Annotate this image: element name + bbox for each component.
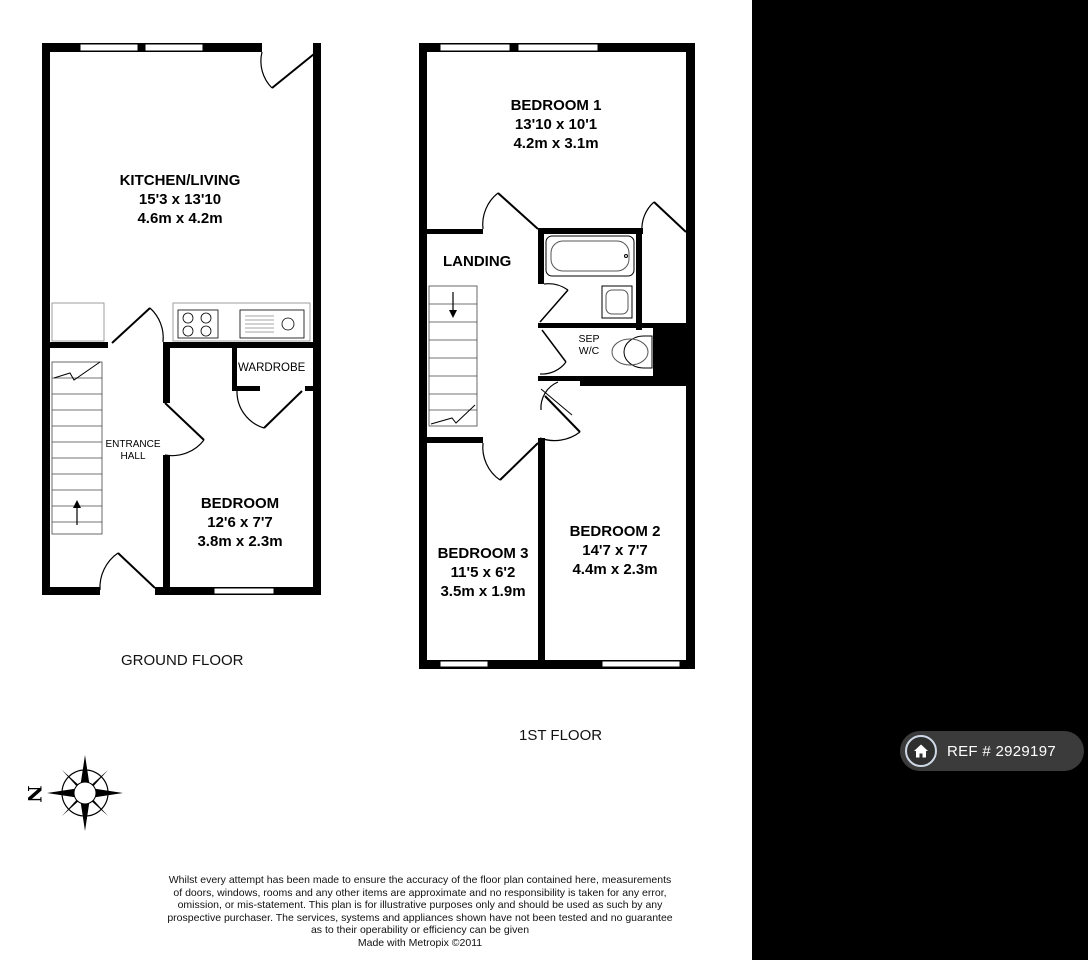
home-icon — [905, 735, 937, 767]
room-size-imperial: 12'6 x 7'7 — [207, 514, 273, 531]
label-line: ENTRANCE — [105, 439, 161, 450]
room-size-imperial: 11'5 x 6'2 — [450, 564, 516, 581]
room-name: KITCHEN/LIVING — [119, 172, 241, 189]
room-size-metric: 4.2m x 3.1m — [513, 135, 599, 152]
room-size-imperial: 13'10 x 10'1 — [514, 116, 598, 133]
label-line: SEP — [578, 333, 600, 345]
disclaimer-line: prospective purchaser. The services, systems and appliances shown have not been tested and no guarantee — [167, 911, 673, 924]
room-bedroom-2 — [545, 522, 685, 579]
disclaimer-line: of doors, windows, rooms and any other items are approximate and no responsibility is taken for any error, — [173, 886, 667, 899]
label-wardrobe: WARDROBE — [238, 362, 306, 374]
compass-north-label: N — [23, 785, 45, 803]
room-landing: LANDING — [443, 253, 512, 270]
room-bedroom — [170, 494, 310, 551]
ref-number: REF # 2929197 — [947, 742, 1056, 760]
room-size-metric: 4.4m x 2.3m — [572, 561, 658, 578]
room-name: BEDROOM — [200, 495, 280, 512]
first-floor-stairs — [429, 286, 477, 426]
disclaimer-line: Whilst every attempt has been made to ensure the accuracy of the floor plan contained here, measurements — [168, 874, 672, 886]
room-size-metric: 4.6m x 4.2m — [137, 210, 223, 227]
room-bedroom-1 — [486, 96, 626, 153]
kitchen-fittings — [52, 303, 310, 341]
ground-floor-stairs — [52, 362, 102, 534]
room-name: BEDROOM 3 — [437, 545, 529, 562]
disclaimer-line: omission, or mis-statement. This plan is for illustrative purposes only and should be used as such by any — [177, 899, 663, 912]
first-floor-title: 1ST FLOOR — [519, 727, 603, 744]
label-line: W/C — [578, 345, 600, 357]
room-size-imperial: 14'7 x 7'7 — [582, 542, 648, 559]
disclaimer-line: as to their operability or efficiency can be given — [310, 924, 530, 937]
label-entrance-hall — [102, 439, 164, 463]
label-sep-wc — [572, 333, 606, 357]
ref-badge[interactable] — [900, 731, 1084, 771]
disclaimer-text — [120, 874, 720, 950]
label-line: HALL — [120, 451, 146, 462]
disclaimer-line: Made with Metropix ©2011 — [357, 936, 483, 949]
room-name: BEDROOM 1 — [510, 97, 602, 114]
room-size-metric: 3.8m x 2.3m — [197, 533, 283, 550]
room-name: BEDROOM 2 — [569, 523, 661, 540]
compass-rose — [23, 755, 123, 831]
room-kitchen-living — [100, 171, 260, 228]
room-bedroom-3 — [428, 544, 538, 601]
room-size-imperial: 15'3 x 13'10 — [138, 191, 222, 208]
room-size-metric: 3.5m x 1.9m — [440, 583, 526, 600]
ground-floor-title: GROUND FLOOR — [121, 652, 244, 669]
